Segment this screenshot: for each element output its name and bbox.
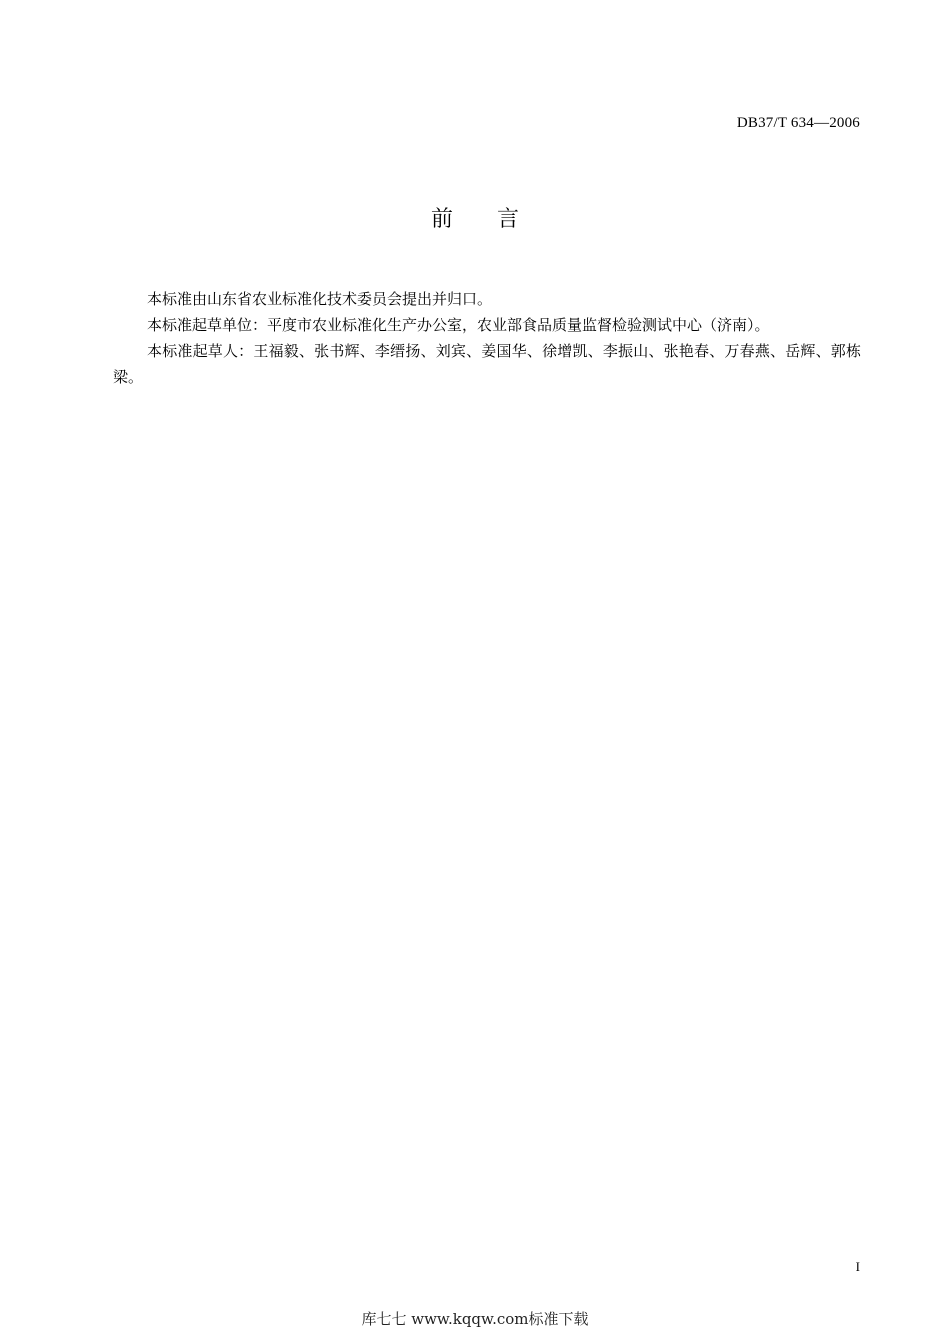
document-number: DB37/T 634—2006	[736, 115, 860, 131]
foreword-body	[113, 286, 861, 390]
section-title	[0, 202, 950, 233]
section-title-char-2: 言	[497, 207, 520, 232]
page-number: I	[855, 1259, 860, 1274]
paragraph-drafters: 本标准起草人：王福毅、张书辉、李缙扬、刘宾、姜国华、徐增凯、李振山、张艳春、万春燕、岳辉、郭栋梁。	[113, 342, 861, 386]
paragraph-proposer: 本标准由山东省农业标准化技术委员会提出并归口。	[147, 290, 493, 308]
paragraph-drafting-units: 本标准起草单位：平度市农业标准化生产办公室，农业部食品质量监督检验测试中心（济南）。	[147, 316, 770, 334]
footer-watermark: 库七七 www.kqqw.com标准下载	[361, 1310, 589, 1328]
section-title-char-1: 前	[430, 207, 453, 232]
